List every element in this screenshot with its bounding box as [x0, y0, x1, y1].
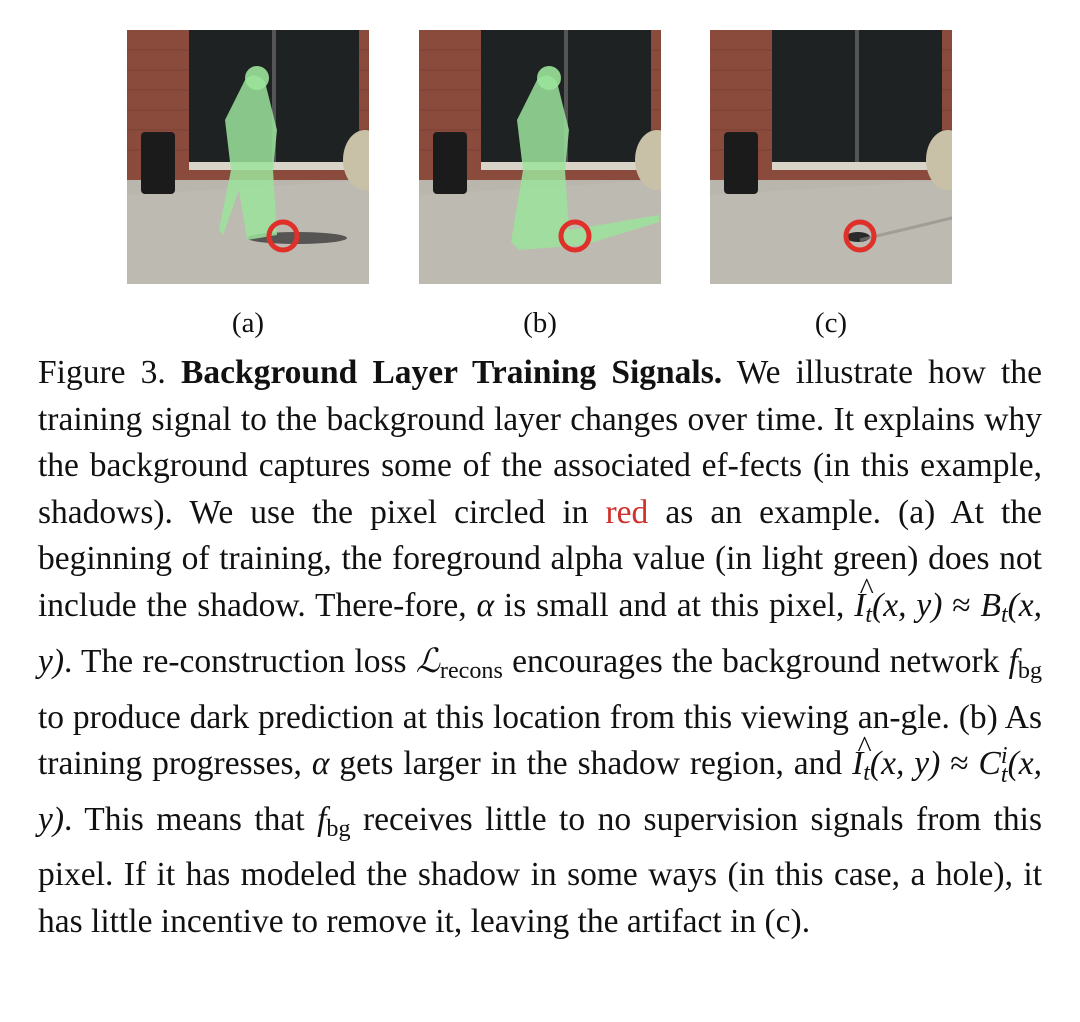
approx-symbol: ≈: [950, 745, 969, 783]
i-hat-symbol: I ^: [854, 571, 874, 624]
f-symbol: f: [1008, 643, 1018, 681]
f-symbol: f: [317, 800, 327, 838]
figure-caption: [38, 350, 1042, 945]
loss-symbol: ℒ: [415, 641, 440, 681]
caption-text-4: . The re-construction loss: [64, 643, 407, 681]
alpha-symbol: α: [476, 586, 495, 624]
caption-text-6: to produce dark prediction at this location from this viewing an-gle. (b) As training progresses,: [38, 698, 1042, 783]
trash-can: [141, 132, 175, 194]
t-subscript: t: [863, 760, 870, 787]
b-symbol: B: [980, 586, 1001, 624]
figure-number: Figure 3.: [38, 354, 166, 391]
xy-args: (x, y): [872, 586, 943, 624]
c-symbol: C: [978, 745, 1001, 783]
panel-b-image: [419, 30, 661, 284]
figure-panels: [0, 30, 1080, 285]
caption-text-8: . This means that: [64, 800, 305, 838]
approx-symbol: ≈: [952, 586, 971, 624]
xy-args: (x, y): [869, 745, 941, 783]
subfigure-label-a: (a): [231, 307, 265, 339]
t-subscript: t: [865, 601, 873, 628]
caption-title: Background Layer Training Signals.: [181, 354, 723, 391]
caption-text-5: encourages the background network: [512, 643, 1000, 681]
subfigure-label-b: (b): [523, 307, 557, 339]
panel-a-image: [127, 30, 369, 284]
i-hat-symbol: I ^: [852, 730, 872, 783]
trash-can: [433, 132, 467, 194]
bg-subscript: bg: [1017, 658, 1043, 685]
red-word: red: [605, 493, 649, 531]
bg-subscript: bg: [326, 815, 351, 842]
xy-args: (x, y): [38, 745, 1043, 838]
subfigure-label-c: (c): [814, 307, 848, 339]
alpha-symbol: α: [311, 745, 330, 783]
xy-args: (x, y): [38, 586, 1043, 681]
caption-text-3: is small and at this pixel,: [503, 586, 845, 624]
caption-text-7: gets larger in the shadow region, and: [339, 745, 843, 783]
panel-c-image: [710, 30, 952, 284]
trash-can: [724, 132, 758, 194]
caption-text-1: We illustrate how the training signal to the background layer changes over time. It explains why the background captures some of the associated ef-fects (in this example, shadows). We use the pixel circled in: [38, 354, 1042, 531]
caption-text-9: receives little to no supervision signals from this pixel. If it has modeled the shadow in some ways (in this case, a hole), it has little incentive to remove it, leaving the artifact in (c).: [38, 800, 1043, 940]
t-subscript: t: [1000, 601, 1008, 628]
c-super-sub: i t: [1000, 743, 1008, 789]
caption-text-2: as an example. (a) At the beginning of training, the foreground alpha value (in light green) does not include the shadow. There-fore,: [38, 493, 1042, 624]
recons-subscript: recons: [439, 658, 503, 685]
